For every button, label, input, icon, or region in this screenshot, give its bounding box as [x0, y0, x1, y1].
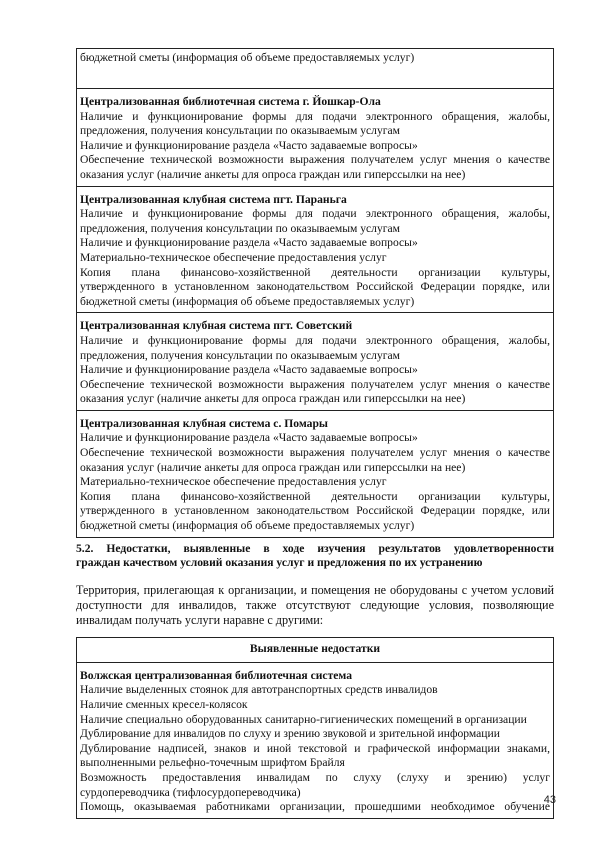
table-cell: [77, 662, 554, 818]
deficiencies-table: [76, 637, 554, 819]
cell-line: Дублирование для инвалидов по слуху и зрению звуковой и зрительной информации: [80, 727, 500, 741]
cell-line: утвержденного в установленном законодательством Российской Федерации порядке, или: [80, 280, 550, 294]
cell-line: выполненными рельефно-точечным шрифтом Брайля: [80, 756, 345, 770]
cell-line: Наличие и функционирование раздела «Часто задаваемые вопросы»: [80, 363, 418, 377]
paragraph-line: доступности для инвалидов, также отсутствуют следующие условия, позволяющие: [76, 598, 554, 613]
cell-line: Обеспечение технической возможности выражения получателем услуг мнения о качестве: [80, 153, 550, 167]
cell-line: Помощь, оказываемая работниками организации, прошедшими необходимое обучение: [80, 800, 550, 814]
organization-heading: Централизованная клубная система с. Помары: [80, 416, 328, 430]
cell-line: Наличие выделенных стоянок для автотранспортных средств инвалидов: [80, 683, 438, 697]
table-row: [77, 49, 554, 89]
table-cell: [77, 186, 554, 313]
table-row: [77, 186, 554, 313]
cell-line: Возможность предоставления инвалидам по слуху (слуху и зрению) услуг: [80, 770, 550, 784]
cell-line: Копия плана финансово-хозяйственной деятельности организации культуры,: [80, 489, 550, 503]
cell-line: Наличие и функционирование раздела «Часто задаваемые вопросы»: [80, 236, 418, 250]
cell-line: Наличие и функционирование формы для подачи электронного обращения, жалобы,: [80, 109, 550, 123]
cell-line: Материально-техническое обеспечение предоставления услуг: [80, 250, 387, 264]
table-header-row: [77, 638, 554, 663]
table-cell: [77, 313, 554, 411]
organization-heading: Централизованная клубная система пгт. Советский: [80, 319, 353, 333]
cell-line: предложения, получения консультации по оказываемым услугам: [80, 348, 401, 362]
cell-line: Дублирование надписей, знаков и иной текстовой и графической информации знаками,: [80, 741, 550, 755]
cell-line: Обеспечение технической возможности выражения получателем услуг мнения о качестве: [80, 377, 550, 391]
cell-line: утвержденного в установленном законодательством Российской Федерации порядке, или: [80, 504, 550, 518]
cell-line: Материально-техническое обеспечение предоставления услуг: [80, 475, 387, 489]
table-row: [77, 313, 554, 411]
paragraph-line: инвалидам получать услуги наравне с другими:: [76, 613, 324, 628]
cell-line: Наличие специально оборудованных санитарно-гигиенических помещений в организации: [80, 712, 527, 726]
organization-heading: Централизованная клубная система пгт. Параньга: [80, 192, 347, 206]
cell-line: Наличие и функционирование раздела «Часто задаваемые вопросы»: [80, 431, 418, 445]
cell-line: предложения, получения консультации по оказываемым услугам: [80, 221, 401, 235]
table-row: [77, 410, 554, 537]
cell-line: Обеспечение технической возможности выражения получателем услуг мнения о качестве: [80, 446, 550, 460]
cell-line: бюджетной сметы (информация об объеме предоставляемых услуг): [80, 51, 415, 64]
cell-line: бюджетной сметы (информация об объеме предоставляемых услуг): [80, 519, 415, 533]
cell-line: бюджетной сметы (информация об объеме предоставляемых услуг): [80, 294, 415, 308]
page-number: 43: [543, 794, 556, 806]
table-cell: [77, 49, 554, 89]
table-cell: [77, 89, 554, 187]
table-header: Выявленные недостатки: [77, 638, 554, 663]
section-heading-line: 5.2. Недостатки, выявленные в ходе изучения результатов удовлетворенности: [76, 541, 554, 555]
cell-line: Наличие сменных кресел-колясок: [80, 698, 248, 711]
body-paragraph: [76, 583, 554, 628]
cell-line: сурдопереводчика (тифлосурдопереводчика): [80, 785, 301, 799]
cell-line: оказания услуг (наличие анкеты для опроса граждан или гиперссылки на нее): [80, 392, 466, 406]
organization-heading: Волжская централизованная библиотечная система: [80, 668, 353, 682]
cell-line: Наличие и функционирование формы для подачи электронного обращения, жалобы,: [80, 333, 550, 347]
cell-line: оказания услуг (наличие анкеты для опроса граждан или гиперссылки на нее): [80, 460, 466, 474]
organization-heading: Централизованная библиотечная система г. Йошкар-Ола: [80, 95, 381, 108]
document-page: [76, 48, 554, 819]
section-heading-line: граждан качеством условий оказания услуг и предложения по их устранению: [76, 556, 483, 570]
top-table: [76, 48, 554, 538]
cell-line: Копия плана финансово-хозяйственной деятельности организации культуры,: [80, 265, 550, 279]
cell-line: оказания услуг (наличие анкеты для опроса граждан или гиперссылки на нее): [80, 167, 466, 181]
paragraph-line: Территория, прилегающая к организации, и помещения не оборудованы с учетом условий: [76, 583, 554, 598]
table-row: [77, 89, 554, 187]
table-row: [77, 662, 554, 818]
table-cell: [77, 410, 554, 537]
cell-line: Наличие и функционирование раздела «Часто задаваемые вопросы»: [80, 138, 418, 152]
cell-line: предложения, получения консультации по оказываемым услугам: [80, 124, 401, 138]
section-heading: [76, 542, 554, 572]
cell-line: Наличие и функционирование формы для подачи электронного обращения, жалобы,: [80, 207, 550, 221]
